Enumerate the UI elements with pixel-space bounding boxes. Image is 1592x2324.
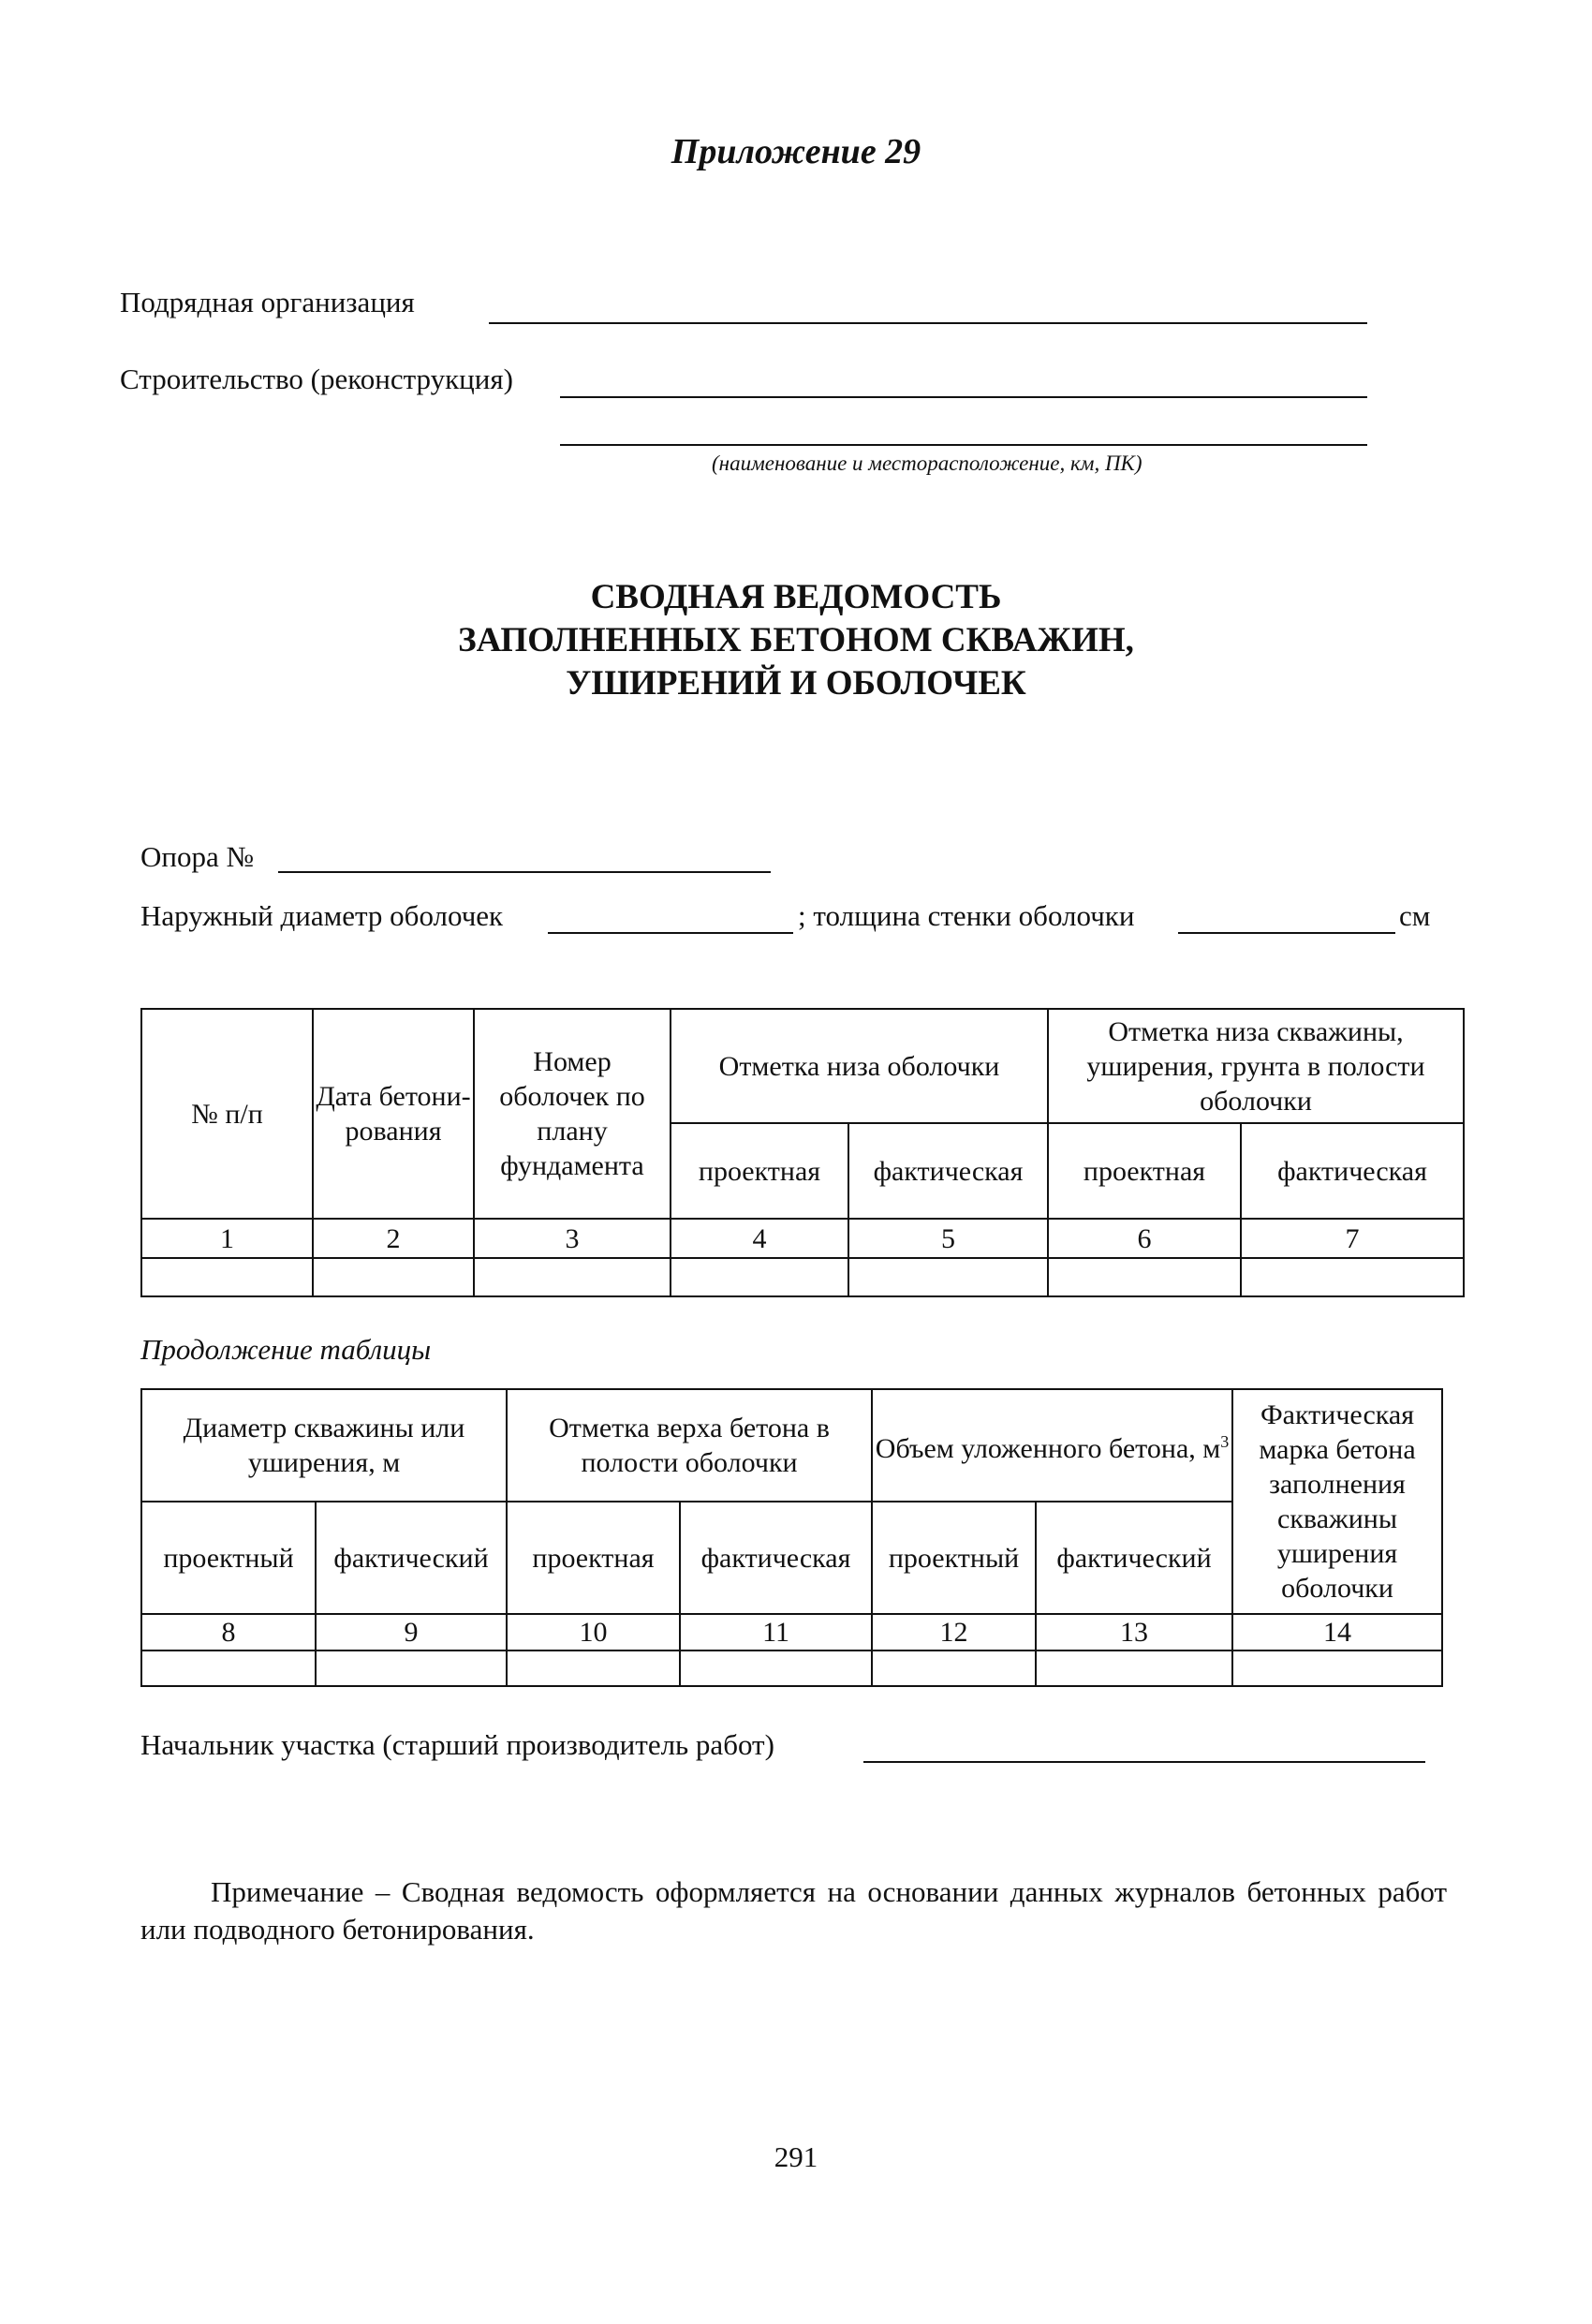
table-cell[interactable] (474, 1258, 671, 1296)
group-header-diameter: Диаметр скважины или уширения, м (141, 1389, 507, 1502)
construction-field-line[interactable] (560, 396, 1367, 398)
column-number: 8 (141, 1614, 316, 1650)
group-header-concrete-volume-text: Объем уложенного бетона, м (875, 1433, 1221, 1464)
sub-header-design: проектный (141, 1502, 316, 1614)
summary-table-part-2 (140, 1388, 1443, 1687)
table-cell[interactable] (507, 1650, 680, 1686)
table-cell[interactable] (141, 1258, 313, 1296)
column-number: 7 (1241, 1219, 1464, 1258)
wall-thickness-field-line[interactable] (1178, 932, 1395, 934)
sub-header-design: проектный (872, 1502, 1036, 1614)
sub-header-design: проектная (671, 1123, 848, 1219)
location-caption: (наименование и месторасположение, км, ПК) (712, 451, 1142, 475)
table-cell[interactable] (1241, 1258, 1464, 1296)
continuation-label: Продолжение таблицы (140, 1333, 432, 1366)
contractor-label: Подрядная организация (120, 286, 415, 318)
table-cell[interactable] (680, 1650, 872, 1686)
group-header-well-bottom-mark: Отметка низа скважины, уширения, грунта в полости оболочки (1048, 1009, 1464, 1123)
support-label: Опора № (140, 840, 255, 873)
col-header-number: № п/п (141, 1009, 313, 1219)
table-cell[interactable] (316, 1650, 507, 1686)
outer-diameter-label: Наружный диаметр оболочек (140, 899, 504, 932)
group-header-shell-bottom-mark: Отметка низа оболочки (671, 1009, 1048, 1123)
sub-header-actual: фактическая (680, 1502, 872, 1614)
column-number: 3 (474, 1219, 671, 1258)
contractor-field-line[interactable] (489, 322, 1367, 324)
location-field-line[interactable] (560, 444, 1367, 446)
table-cell[interactable] (313, 1258, 474, 1296)
column-number: 11 (680, 1614, 872, 1650)
table-cell[interactable] (1036, 1650, 1232, 1686)
group-header-concrete-volume (872, 1389, 1232, 1502)
summary-table-part-1 (140, 1008, 1465, 1297)
table-cell[interactable] (872, 1650, 1036, 1686)
table-row (141, 1650, 1442, 1686)
title-line-1: СВОДНАЯ ВЕДОМОСТЬ (590, 578, 1002, 616)
appendix-label: Приложение 29 (671, 132, 921, 171)
column-number: 5 (848, 1219, 1048, 1258)
wall-thickness-label: ; толщина стенки оболочки (798, 899, 1135, 932)
sub-header-design: проектная (507, 1502, 680, 1614)
col-header-concrete-grade: Фактическая марка бетона заполнения скважины уширения оболочки (1232, 1389, 1442, 1614)
signature-label: Начальник участка (старший производитель работ) (140, 1728, 774, 1761)
table-cell[interactable] (671, 1258, 848, 1296)
column-number: 2 (313, 1219, 474, 1258)
unit-cm: см (1399, 899, 1431, 932)
table-cell[interactable] (848, 1258, 1048, 1296)
sub-header-actual: фактическая (1241, 1123, 1464, 1219)
page-number: 291 (774, 2140, 818, 2173)
group-header-concrete-top-mark: Отметка верха бетона в полости оболочки (507, 1389, 872, 1502)
cubic-superscript: 3 (1220, 1432, 1230, 1451)
support-field-line[interactable] (278, 871, 771, 873)
sub-header-design: проектная (1048, 1123, 1241, 1219)
column-number: 1 (141, 1219, 313, 1258)
outer-diameter-field-line[interactable] (548, 932, 793, 934)
col-header-shell-number: Номер оболочек по плану фундамента (474, 1009, 671, 1219)
col-header-date: Дата бетони-рования (313, 1009, 474, 1219)
column-number: 9 (316, 1614, 507, 1650)
table-cell[interactable] (1048, 1258, 1241, 1296)
document-title (0, 576, 1592, 705)
column-number: 4 (671, 1219, 848, 1258)
table-row (141, 1258, 1464, 1296)
column-number: 14 (1232, 1614, 1442, 1650)
column-number: 13 (1036, 1614, 1232, 1650)
column-number: 6 (1048, 1219, 1241, 1258)
title-line-3: УШИРЕНИЙ И ОБОЛОЧЕК (566, 664, 1026, 703)
sub-header-actual: фактический (316, 1502, 507, 1614)
signature-field-line[interactable] (863, 1761, 1425, 1763)
construction-label: Строительство (реконструкция) (120, 363, 513, 395)
title-line-2: ЗАПОЛНЕННЫХ БЕТОНОМ СКВАЖИН, (458, 621, 1134, 659)
sub-header-actual: фактический (1036, 1502, 1232, 1614)
table-cell[interactable] (1232, 1650, 1442, 1686)
sub-header-actual: фактическая (848, 1123, 1048, 1219)
table-cell[interactable] (141, 1650, 316, 1686)
column-number: 10 (507, 1614, 680, 1650)
column-number: 12 (872, 1614, 1036, 1650)
note-text: Примечание – Сводная ведомость оформляется на основании данных журналов бетонных работ или подводного бетонирования. (140, 1875, 1447, 1946)
